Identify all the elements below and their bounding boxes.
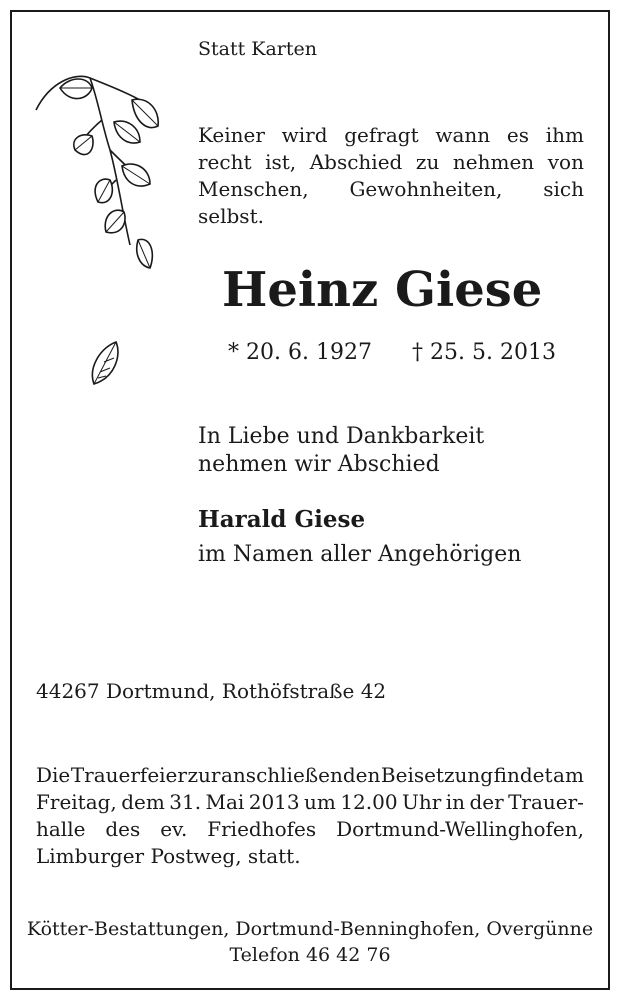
- address-line: 44267 Dortmund, Rothöfstraße 42: [36, 679, 387, 703]
- quote-line: [198, 203, 584, 230]
- quote-line: [198, 149, 584, 176]
- ceremony-word: Trauer-: [508, 790, 584, 814]
- ceremony-word: 2013: [248, 790, 300, 814]
- ceremony-word: Dortmund-Wellinghofen,: [336, 817, 584, 841]
- ceremony-word: 31.: [169, 790, 202, 814]
- ceremony-word: zur: [187, 763, 221, 787]
- ceremony-word: findet: [493, 763, 553, 787]
- birch-branch-icon: [30, 70, 170, 280]
- quote-word: es: [506, 123, 529, 147]
- ceremony-word: Die: [36, 763, 71, 787]
- death-date: † 25. 5. 2013: [412, 340, 556, 365]
- funeral-home-phone: Telefon 46 42 76: [229, 944, 391, 966]
- signer-name: Harald Giese: [198, 506, 366, 533]
- quote-word: sich: [543, 177, 584, 201]
- funeral-home-line: Kötter-Bestattungen, Dortmund-Benninghofen, Overgünne: [26, 918, 594, 940]
- ceremony-word: Trauerfeier: [70, 763, 187, 787]
- ceremony-word: Uhr: [402, 790, 442, 814]
- ceremony-line: [36, 762, 584, 789]
- quote-word: nehmen: [452, 150, 535, 174]
- quote-line: [198, 122, 584, 149]
- ceremony-word: 12.00: [340, 790, 398, 814]
- quote-word: Abschied: [309, 150, 403, 174]
- ceremony-block: [36, 762, 584, 870]
- ceremony-word: Friedhofes: [207, 817, 317, 841]
- quote-word: gefragt: [344, 123, 419, 147]
- falling-leaf-icon: [88, 338, 124, 390]
- quote-word: Gewohnheiten,: [349, 177, 503, 201]
- quote-word: ihm: [545, 123, 584, 147]
- quote-word: zu: [415, 150, 440, 174]
- quote-word: Menschen,: [198, 177, 309, 201]
- ceremony-word: dem: [121, 790, 165, 814]
- ceremony-word: um: [304, 790, 336, 814]
- quote-word: wann: [435, 123, 491, 147]
- quote-word: Keiner: [198, 123, 265, 147]
- ceremony-word: ev.: [160, 817, 188, 841]
- ceremony-word: Mai: [205, 790, 245, 814]
- ceremony-line: [36, 843, 584, 870]
- quote-block: [198, 122, 584, 230]
- ceremony-word: der: [469, 790, 504, 814]
- farewell-line-2: nehmen wir Abschied: [198, 452, 440, 477]
- ceremony-word: in: [445, 790, 466, 814]
- quote-word: wird: [281, 123, 328, 147]
- ceremony-word: Limburger Postweg, statt.: [36, 844, 301, 868]
- farewell-line-1: In Liebe und Dankbarkeit: [198, 424, 485, 449]
- ceremony-word: halle: [36, 817, 86, 841]
- ceremony-word: Beisetzung: [380, 763, 494, 787]
- signer-subtitle: im Namen aller Angehörigen: [198, 542, 522, 567]
- ceremony-line: [36, 816, 584, 843]
- quote-word: recht: [198, 150, 252, 174]
- ceremony-line: [36, 789, 584, 816]
- quote-line: [198, 176, 584, 203]
- deceased-name: Heinz Giese: [222, 262, 543, 318]
- ceremony-word: des: [105, 817, 141, 841]
- quote-word: von: [547, 150, 584, 174]
- ceremony-word: Freitag,: [36, 790, 117, 814]
- ceremony-word: anschließenden: [221, 763, 381, 787]
- ceremony-word: am: [553, 763, 584, 787]
- statt-karten-label: Statt Karten: [198, 38, 318, 60]
- quote-word: ist,: [265, 150, 297, 174]
- birth-date: * 20. 6. 1927: [228, 340, 372, 365]
- quote-word: selbst.: [198, 204, 264, 228]
